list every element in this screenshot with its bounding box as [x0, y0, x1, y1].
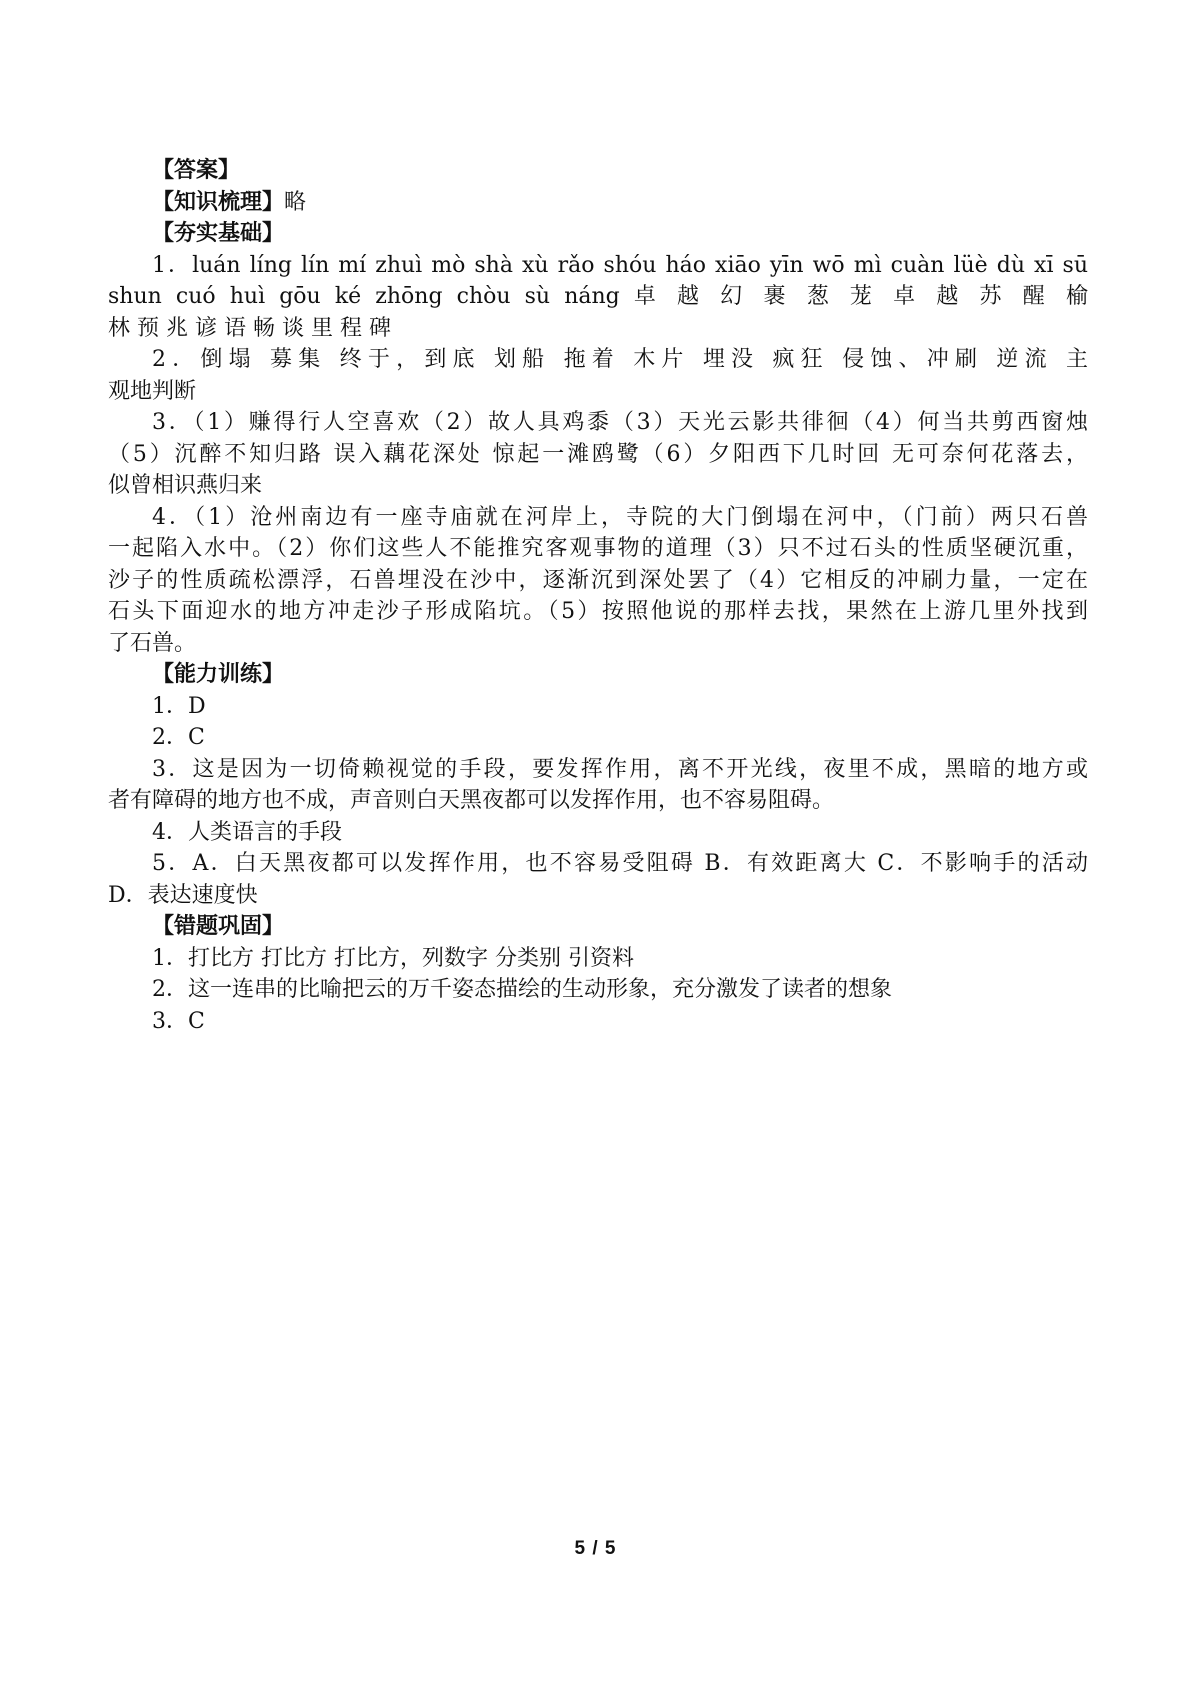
basics-q4-line-5: 了石兽。	[108, 630, 197, 656]
basics-q4-line-3: 沙子的性质疏松漂浮，石兽埋没在沙中，逐渐沉到深处罢了（4）它相反的冲刷力量，一定在	[108, 567, 1088, 593]
ability-q5-line-2: D．表达速度快	[108, 882, 258, 908]
ability-q1: 1．D	[152, 693, 206, 719]
ability-q3-line-1: 3．这是因为一切倚赖视觉的手段，要发挥作用，离不开光线，夜里不成，黑暗的地方或	[152, 756, 1088, 782]
basics-heading: 【夯实基础】	[152, 220, 285, 246]
basics-q4-line-4: 石头下面迎水的地方冲走沙子形成陷坑。（5）按照他说的那样去找，果然在上游几里外找到	[108, 599, 1088, 624]
knowledge-text: 略	[284, 189, 307, 215]
basics-q1-line-2: shun cuó huì gōu ké zhōng chòu sù náng 卓 越 幻 裹 葱 茏 卓 越 苏 醒 榆	[108, 284, 1088, 309]
basics-q2-line-2: 观地判断	[108, 378, 197, 404]
document-body	[108, 155, 1088, 1037]
errors-q2: 2．这一连串的比喻把云的万千姿态描绘的生动形象，充分激发了读者的想象	[152, 977, 892, 1002]
ability-q2: 2．C	[152, 725, 205, 750]
errors-heading: 【错题巩固】	[152, 913, 285, 939]
basics-q3-line-2: （5）沉醉不知归路 误入藕花深处 惊起一滩鸥鹭（6）夕阳西下几时回 无可奈何花落去，	[108, 441, 1088, 467]
errors-q1: 1．打比方 打比方 打比方，列数字 分类别 引资料	[152, 945, 634, 971]
ability-heading: 【能力训练】	[152, 661, 285, 687]
ability-q4: 4．人类语言的手段	[152, 819, 342, 845]
knowledge-heading	[108, 187, 1088, 219]
page-number: 5 / 5	[574, 1538, 617, 1559]
basics-q4-line-2: 一起陷入水中。（2）你们这些人不能推究客观事物的道理（3）只不过石头的性质坚硬沉重，	[108, 536, 1088, 561]
errors-q3: 3．C	[152, 1008, 205, 1034]
basics-q1-line-3: 林 预 兆 谚 语 畅 谈 里 程 碑	[108, 315, 391, 341]
ability-q3-line-2: 者有障碍的地方也不成，声音则白天黑夜都可以发挥作用，也不容易阻碍。	[108, 788, 835, 813]
basics-q4-line-1: 4．（1）沧州南边有一座寺庙就在河岸上，寺院的大门倒塌在河中，（门前）两只石兽	[152, 504, 1088, 530]
basics-q3-line-3: 似曾相识燕归来	[108, 473, 263, 498]
knowledge-title: 【知识梳理】	[152, 188, 285, 215]
basics-q2-line-1: 2．倒塌 募集 终于，到底 划船 拖着 木片 埋没 疯狂 侵蚀、冲刷 逆流 主	[152, 347, 1088, 372]
basics-q3-line-1: 3．（1）赚得行人空喜欢（2）故人具鸡黍（3）天光云影共徘徊（4）何当共剪西窗烛	[152, 410, 1088, 435]
basics-q1-line-1: 1．luán líng lín mí zhuì mò shà xù rǎo shóu háo xiāo yīn wō mì cuàn lüè dù xī sū	[152, 252, 1088, 278]
ability-q5-line-1: 5．A．白天黑夜都可以发挥作用，也不容易受阻碍 B．有效距离大 C．不影响手的活动	[152, 851, 1088, 876]
answer-heading: 【答案】	[152, 157, 241, 183]
